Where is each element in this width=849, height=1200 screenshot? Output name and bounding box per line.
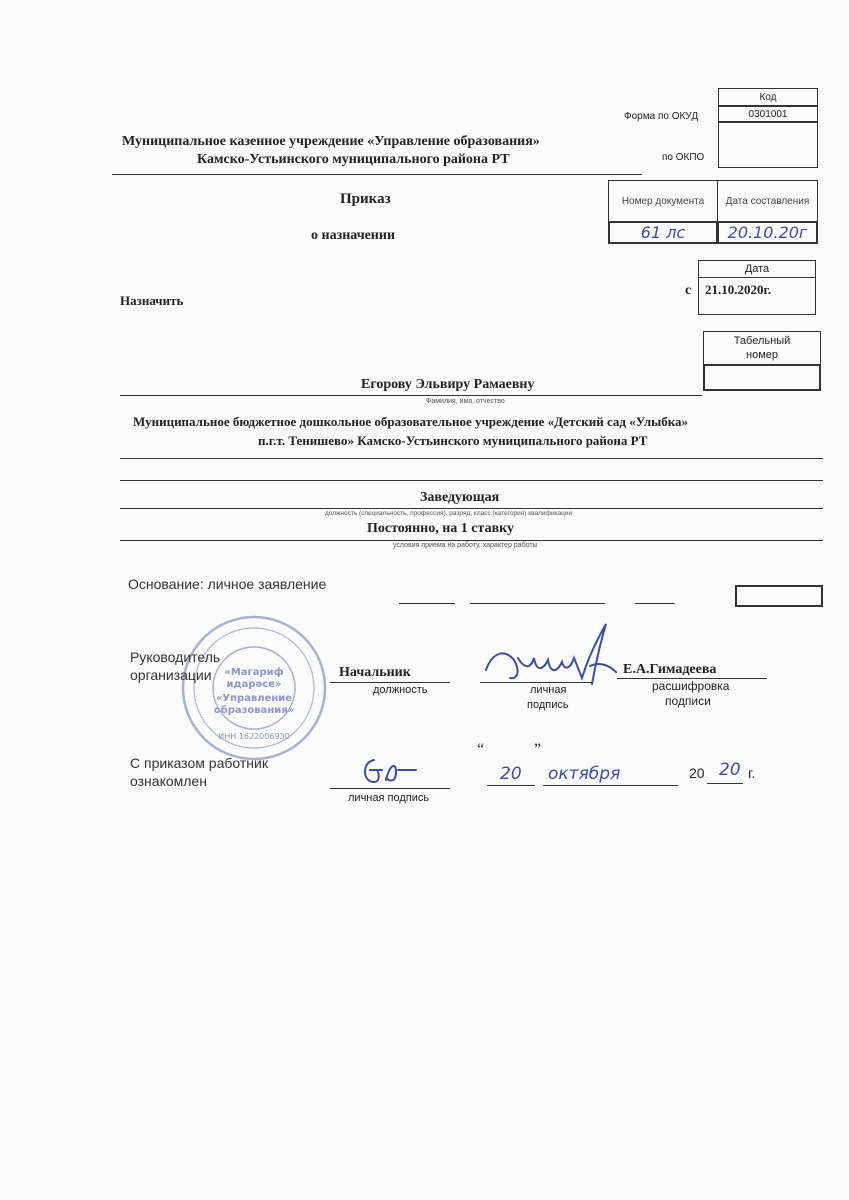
basis-box — [735, 585, 823, 607]
ack-year-line — [707, 783, 743, 784]
manager-label-2: организации — [130, 667, 212, 683]
doc-number-header: Номер документа — [608, 180, 718, 222]
stamp-text-4: образования» — [213, 705, 295, 716]
org-name-line2: Камско-Устьинского муниципального района РТ — [197, 152, 510, 167]
doc-date-value: 20.10.20г — [717, 221, 818, 244]
manager-sig-caption-2: подпись — [527, 699, 569, 711]
okud-label: Форма по ОКУД — [624, 111, 699, 122]
workplace-line-b — [120, 480, 823, 481]
manager-signature-line — [480, 682, 592, 683]
ack-signature-line — [330, 788, 450, 789]
manager-position: Начальник — [339, 665, 411, 680]
basis-blank-2 — [470, 603, 605, 604]
doc-subtitle: о назначении — [311, 228, 396, 243]
stamp-inn: ИНН 1622006930 — [218, 732, 290, 741]
doc-number-value: 61 лс — [608, 221, 718, 244]
employee-name: Егорову Эльвиру Рамаевну — [361, 377, 535, 392]
ack-label-2: ознакомлен — [130, 773, 207, 789]
manager-name: Е.А.Гимадеева — [623, 662, 717, 677]
position-caption: должность (специальность, профессия), разряд, класс (категория) квалификации — [325, 510, 573, 517]
workplace-line2: п.г.т. Тенишево» Камско-Устьинского муниципального района РТ — [258, 433, 648, 448]
manager-signature — [478, 618, 628, 690]
appoint-from: с — [685, 283, 692, 298]
conditions: Постоянно, на 1 ставку — [367, 521, 514, 536]
ack-quote-open: “ — [477, 741, 485, 758]
org-name-line1: Муниципальное казенное учреждение «Управление образования» — [122, 134, 540, 149]
ack-month-line — [543, 785, 678, 786]
doc-title: Приказ — [340, 191, 391, 207]
basis-text: Основание: личное заявление — [128, 576, 327, 592]
position: Заведующая — [420, 490, 500, 505]
appoint-label: Назначить — [120, 293, 184, 308]
position-line — [120, 508, 823, 509]
okud-value: 0301001 — [718, 106, 818, 122]
tab-number-value — [703, 364, 821, 391]
stamp-text-2: идарәсе» — [226, 679, 282, 690]
workplace-line-a — [120, 458, 823, 459]
ack-year-suffix: 20 — [719, 760, 741, 780]
employee-name-line — [120, 395, 702, 396]
ack-year-end: г. — [748, 765, 756, 781]
okpo-label: по ОКПО — [662, 152, 705, 163]
org-underline — [112, 174, 642, 175]
kod-header: Код — [718, 88, 818, 106]
manager-sig-caption-1: личная — [530, 684, 567, 696]
workplace-line1: Муниципальное бюджетное дошкольное образовательное учреждение «Детский сад «Улыбка» — [133, 414, 689, 429]
doc-date-header: Дата составления — [717, 180, 818, 222]
employee-signature — [356, 752, 420, 788]
manager-position-line — [330, 682, 450, 683]
tab-number-header: Табельный номер — [703, 331, 821, 365]
stamp-text-1: «Магариф — [224, 667, 284, 678]
basis-blank-1 — [399, 603, 455, 604]
stamp-text-3: «Управление — [215, 693, 293, 704]
employee-name-caption: Фамилия, имя, отчество — [426, 398, 505, 405]
manager-position-caption: должность — [373, 684, 428, 696]
ack-month: октября — [548, 764, 621, 784]
ack-quote-close: ” — [534, 741, 542, 758]
appoint-date-value: 21.10.2020г. — [698, 277, 816, 315]
manager-name-caption-1: расшифровка — [652, 679, 730, 693]
organization-stamp — [178, 613, 330, 763]
ack-signature-caption: личная подпись — [348, 792, 430, 804]
ack-day: 20 — [500, 764, 522, 784]
basis-blank-3 — [635, 603, 675, 604]
conditions-caption: условия приема на работу, характер работы — [393, 542, 538, 549]
okpo-value — [718, 122, 818, 168]
ack-year-prefix: 20 — [689, 765, 705, 781]
manager-label-1: Руководитель — [130, 649, 221, 665]
ack-label-1: С приказом работник — [130, 755, 268, 771]
conditions-line — [120, 540, 823, 541]
manager-name-caption-2: подписи — [665, 694, 711, 708]
appoint-date-header: Дата — [698, 260, 816, 278]
ack-day-line — [487, 785, 535, 786]
